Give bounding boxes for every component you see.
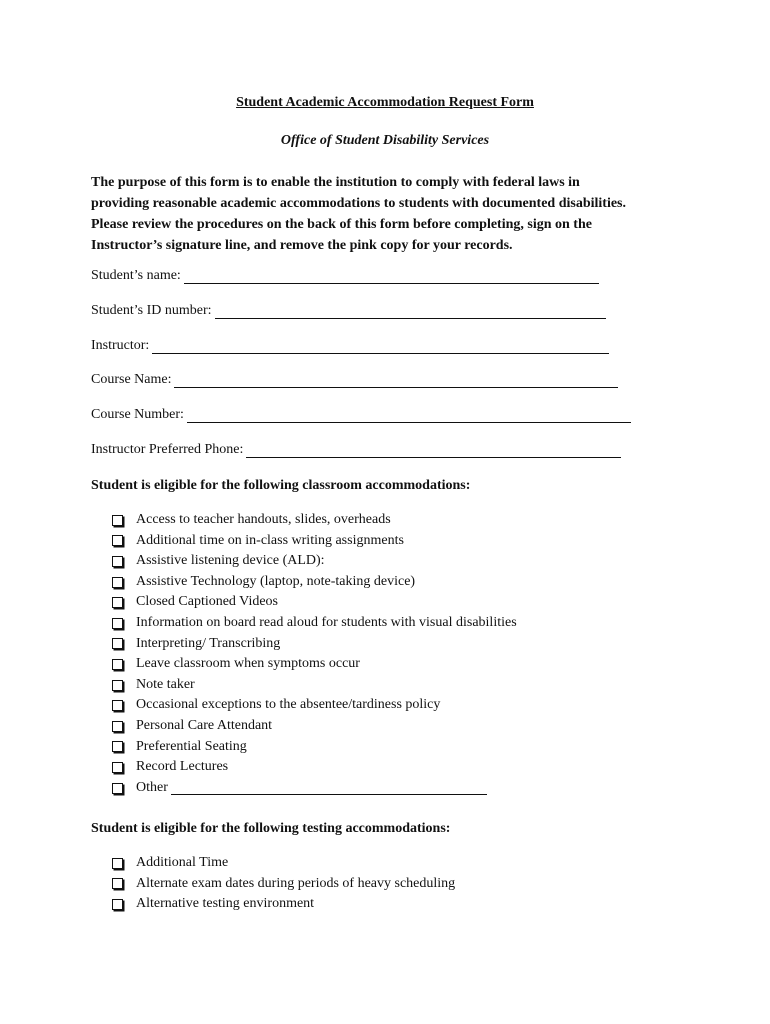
student-id-label: Student’s ID number:: [91, 303, 212, 318]
checkbox[interactable]: [112, 878, 123, 889]
instructor-phone-input-line[interactable]: [246, 445, 621, 458]
list-item[interactable]: [112, 510, 517, 531]
testing-accommodations-heading: Student is eligible for the following testing accommodations:: [91, 821, 451, 836]
instructor-phone-label: Instructor Preferred Phone:: [91, 442, 244, 457]
list-item-other[interactable]: [112, 778, 517, 799]
checkbox-label: Assistive Technology (laptop, note-taking device): [136, 573, 416, 589]
list-item[interactable]: [112, 695, 517, 716]
checkbox[interactable]: [112, 597, 123, 608]
list-item[interactable]: [112, 853, 455, 874]
list-item[interactable]: [112, 716, 517, 737]
checkbox[interactable]: [112, 618, 123, 629]
checkbox[interactable]: [112, 638, 123, 649]
office-subtitle: Office of Student Disability Services: [280, 133, 490, 148]
course-name-label: Course Name:: [91, 372, 172, 387]
checkbox-label: Closed Captioned Videos: [136, 594, 279, 610]
course-number-label: Course Number:: [91, 407, 184, 422]
checkbox-label: Preferential Seating: [136, 738, 247, 754]
list-item[interactable]: [112, 613, 517, 634]
list-item[interactable]: [112, 654, 517, 675]
instructor-phone-field: [91, 442, 621, 458]
student-name-input-line[interactable]: [184, 271, 599, 284]
student-id-input-line[interactable]: [215, 306, 606, 319]
list-item[interactable]: [112, 592, 517, 613]
checkbox-label: Alternate exam dates during periods of heavy scheduling: [136, 875, 456, 891]
checkbox[interactable]: [112, 899, 123, 910]
course-name-input-line[interactable]: [174, 375, 618, 388]
checkbox-label: Assistive listening device (ALD):: [136, 553, 325, 569]
checkbox[interactable]: [112, 700, 123, 711]
checkbox-label: Leave classroom when symptoms occur: [136, 656, 360, 672]
checkbox[interactable]: [112, 762, 123, 773]
testing-accommodations-list: [112, 853, 455, 915]
instructor-input-line[interactable]: [152, 341, 609, 354]
list-item[interactable]: [112, 551, 517, 572]
student-name-label: Student’s name:: [91, 268, 181, 283]
checkbox-label: Information on board read aloud for students with visual disabilities: [136, 614, 517, 630]
checkbox-label: Interpreting/ Transcribing: [136, 635, 281, 651]
checkbox[interactable]: [112, 556, 123, 567]
checkbox[interactable]: [112, 515, 123, 526]
checkbox-label: Access to teacher handouts, slides, overheads: [136, 512, 391, 527]
list-item[interactable]: [112, 531, 517, 552]
checkbox[interactable]: [112, 577, 123, 588]
checkbox-label: Note taker: [136, 676, 195, 692]
purpose-line: Please review the procedures on the back of this form before completing, sign on the: [91, 217, 592, 232]
purpose-paragraph: [91, 172, 691, 256]
checkbox-label: Record Lectures: [136, 759, 229, 775]
purpose-line: providing reasonable academic accommodations to students with documented disabilities.: [91, 196, 627, 211]
checkbox[interactable]: [112, 783, 123, 794]
list-item[interactable]: [112, 874, 455, 895]
checkbox-label: Occasional exceptions to the absentee/tardiness policy: [136, 697, 441, 713]
checkbox[interactable]: [112, 741, 123, 752]
classroom-accommodations-heading: Student is eligible for the following classroom accommodations:: [91, 478, 471, 493]
course-number-field: [91, 407, 631, 423]
other-label: Other: [136, 779, 168, 795]
course-number-input-line[interactable]: [187, 410, 631, 423]
form-title: Student Academic Accommodation Request Form: [236, 95, 534, 110]
checkbox[interactable]: [112, 680, 123, 691]
purpose-line: Instructor’s signature line, and remove the pink copy for your records.: [91, 238, 513, 253]
list-item[interactable]: [112, 894, 455, 915]
checkbox[interactable]: [112, 858, 123, 869]
instructor-field: [91, 338, 609, 354]
list-item[interactable]: [112, 675, 517, 696]
list-item[interactable]: [112, 634, 517, 655]
list-item[interactable]: [112, 572, 517, 593]
student-id-field: [91, 303, 606, 319]
checkbox-label: Personal Care Attendant: [136, 717, 273, 733]
classroom-accommodations-list: [112, 510, 517, 798]
checkbox-label: Alternative testing environment: [136, 896, 315, 912]
course-name-field: [91, 372, 618, 388]
checkbox[interactable]: [112, 535, 123, 546]
checkbox[interactable]: [112, 659, 123, 670]
list-item[interactable]: [112, 737, 517, 758]
checkbox[interactable]: [112, 721, 123, 732]
list-item[interactable]: [112, 757, 517, 778]
purpose-line: The purpose of this form is to enable the institution to comply with federal laws in: [91, 175, 580, 190]
instructor-label: Instructor:: [91, 338, 150, 353]
checkbox-label: Additional Time: [136, 855, 229, 870]
checkbox-label: Additional time on in-class writing assignments: [136, 532, 404, 548]
other-input-line[interactable]: [171, 782, 487, 795]
student-name-field: [91, 268, 599, 284]
